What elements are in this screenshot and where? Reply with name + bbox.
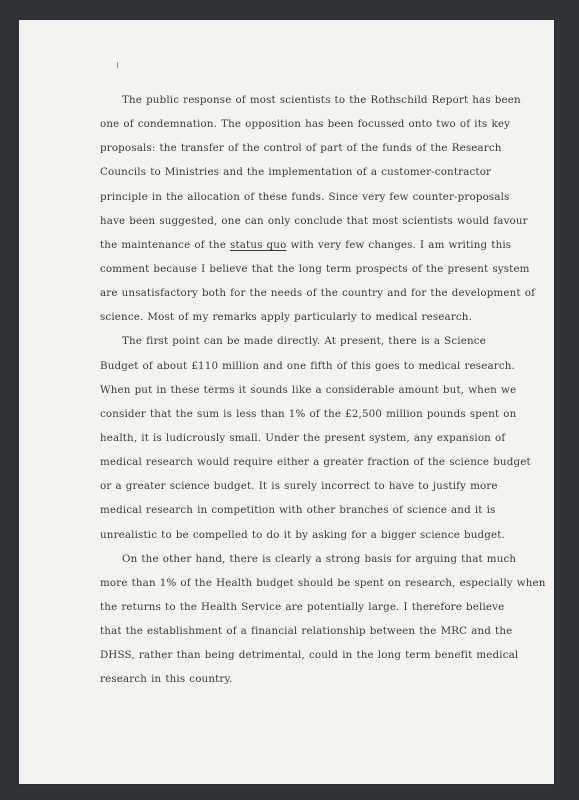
pen-mark <box>117 62 118 68</box>
text-line <box>100 233 520 257</box>
text-segment: the maintenance of the <box>100 238 231 251</box>
paragraph-1 <box>100 88 536 329</box>
text-line: have been suggested, one can only conclude that most scientists would favour <box>100 214 528 227</box>
text-line: more than 1% of the Health budget should be spent on research, especially when <box>100 576 546 589</box>
text-line: Budget of about £110 million and one fifth of this goes to medical research. <box>100 359 515 372</box>
text-line: The first point can be made directly. At present, there is a Science <box>122 335 486 348</box>
text-line: comment because I believe that the long term prospects of the present system <box>100 262 530 275</box>
document-body <box>100 88 546 692</box>
text-line: that the establishment of a financial relationship between the MRC and the <box>100 625 513 638</box>
text-line: health, it is ludicrously small. Under the present system, any expansion of <box>100 431 506 444</box>
text-segment: with very few changes. I am writing this <box>286 238 512 251</box>
text-line: DHSS, rather than being detrimental, could in the long term benefit medical <box>100 649 519 662</box>
text-line: When put in these terms it sounds like a considerable amount but, when we <box>100 383 517 396</box>
text-line: science. Most of my remarks apply particularly to medical research. <box>100 311 473 324</box>
paragraph-3 <box>100 547 546 692</box>
text-line: Councils to Ministries and the implementation of a customer-contractor <box>100 166 492 179</box>
paragraph-2 <box>100 329 531 546</box>
text-line: proposals: the transfer of the control of part of the funds of the Research <box>100 142 502 155</box>
text-line: consider that the sum is less than 1% of the £2,500 million pounds spent on <box>100 407 517 420</box>
text-line: On the other hand, there is clearly a strong basis for arguing that much <box>122 552 517 565</box>
text-line: research in this country. <box>100 673 233 686</box>
text-line: are unsatisfactory both for the needs of the country and for the development of <box>100 287 536 300</box>
text-line: medical research would require either a greater fraction of the science budget <box>100 456 531 469</box>
text-line: the returns to the Health Service are potentially large. I therefore believe <box>100 600 505 613</box>
text-line: medical research in competition with other branches of science and it is <box>100 504 496 517</box>
text-line: The public response of most scientists to the Rothschild Report has been <box>122 94 521 106</box>
text-line: one of condemnation. The opposition has been focussed onto two of its key <box>100 118 511 131</box>
text-line: principle in the allocation of these funds. Since very few counter-proposals <box>100 190 510 203</box>
document-page <box>19 20 554 784</box>
text-line: unrealistic to be compelled to do it by asking for a bigger science budget. <box>100 528 505 541</box>
text-line: or a greater science budget. It is surely incorrect to have to justify more <box>100 480 498 493</box>
underlined-phrase: status quo <box>230 238 287 251</box>
